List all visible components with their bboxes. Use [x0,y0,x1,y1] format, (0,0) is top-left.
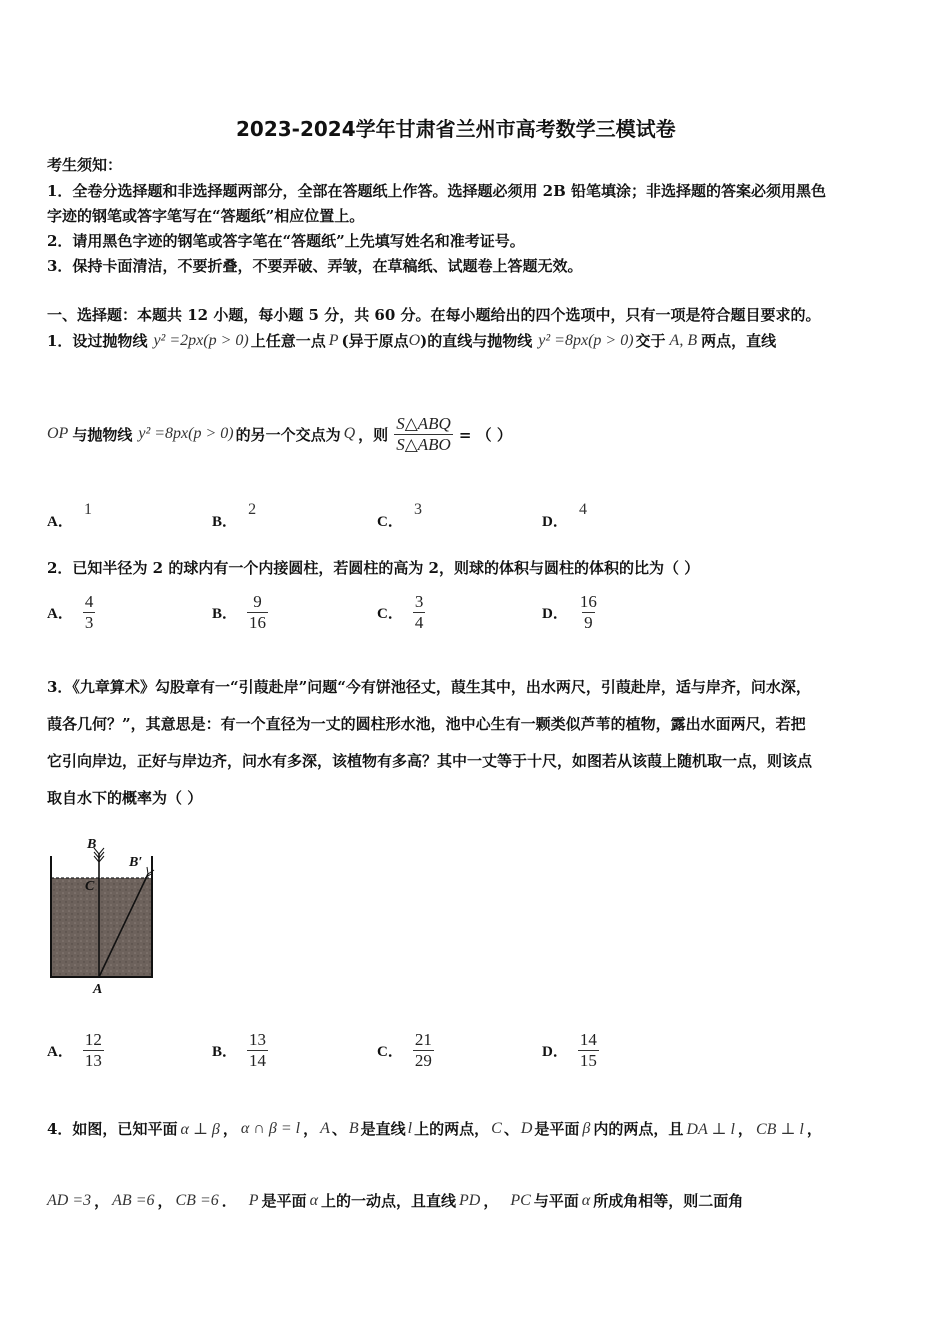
q3-label-a: A [93,982,103,997]
q4-math-17: PC [510,1191,531,1209]
q3-label-c: C [85,879,95,894]
question-3-line-3: 它引向岸边，正好与岸边齐，问水有多深，该植物有多高？其中一丈等于十尺，如图若从该葭上随机取一点，则该点 [47,752,813,770]
question-3-line-2: 葭各几何？”，其意思是：有一个直径为一丈的圆柱形水池，池中心生有一颗类似芦苇的植物，露出水面两尺，若把 [47,715,806,733]
q4-text-9: 所成角相等，则二面角 [593,1192,744,1210]
q1-text-7: 与抛物线 [72,425,133,444]
q1-option-d [542,498,587,530]
q3-option-c-label: C． [377,1043,403,1060]
q4-math-16: PD [458,1191,481,1209]
q1-math-5: A, B [669,331,698,349]
q3-option-b-fraction [247,1030,268,1070]
q4-text-8: 与平面 [533,1192,579,1210]
notice-line-2: 2．请用黑色字迹的钢笔或答字笔在“答题纸”上先填写姓名和准考证号。 [47,232,525,250]
q2-option-a-label: A． [47,605,73,622]
question-3-line-4: 取自水下的概率为（ ） [47,789,203,807]
q1-text-4: )的直线与抛物线 [420,332,533,350]
q2-option-d-num: 16 [579,592,597,611]
q1-text-8: 的另一个交点为 [235,425,341,444]
q1-text-5: 交于 [635,332,666,350]
q1-option-c [377,498,422,530]
notice-line-1a: 1．全卷分选择题和非选择题两部分，全部在答题纸上作答。选择题必须用 2B 铅笔填涂；非选择题的答案必须用黑色 [47,182,827,200]
q1-option-b [212,498,257,530]
q1-math-6: OP [47,425,69,443]
q4-math-13: CB =6 [175,1191,219,1209]
q4-text-1: 4．如图，已知平面 [47,1120,178,1138]
q4-sep-2: ， [303,1120,319,1138]
q3-option-d-label: D． [542,1043,568,1060]
q1-math-7: y² =8px(p > 0) [138,425,234,443]
question-2-text: 2．已知半径为 2 的球内有一个内接圆柱，若圆柱的高为 2，则球的体积与圆柱的体积的比为（ ） [47,559,700,577]
q3-option-c-fraction [413,1030,434,1070]
q3-water-region [51,878,152,976]
q4-sep-4: 、 [503,1120,519,1138]
q1-option-c-value: 3 [413,501,422,518]
q3-option-a-den: 13 [84,1050,102,1070]
q1-math-8: Q [343,425,356,443]
q3-option-d [542,1030,599,1070]
q4-math-10: CB ⊥ l [755,1120,804,1138]
q3-option-a-fraction [83,1030,104,1070]
q4-math-1: α ⊥ β [180,1120,220,1138]
q4-sep-7: ， [94,1192,110,1210]
q1-option-d-label: D． [542,514,568,530]
q1-option-a-label: A． [47,514,73,530]
q3-option-b [212,1030,268,1070]
question-1-line-1 [47,330,776,351]
q1-text-2: 上任意一点 [250,332,326,350]
q3-option-d-num: 14 [579,1030,597,1049]
q4-math-9: DA ⊥ l [686,1120,735,1138]
q4-text-6: 是平面 [261,1192,307,1210]
q1-text-6: 两点，直线 [701,332,777,350]
q1-option-d-value: 4 [578,501,587,518]
q1-option-b-label: B． [212,514,238,530]
q3-option-b-den: 14 [249,1050,267,1070]
q4-sep-3: 、 [331,1120,347,1138]
q4-sep-9: ． [221,1192,237,1210]
q1-text-3: (异于原点 [341,332,409,350]
q2-option-a-fraction [83,592,96,632]
q3-pond-diagram [44,832,164,1002]
q2-option-b-den: 16 [249,612,267,632]
q4-text-4: 是平面 [534,1120,580,1138]
q4-math-15: α [309,1191,318,1209]
q4-math-18: α [581,1191,591,1209]
question-4-line-1 [47,1118,822,1139]
q3-label-b: B [87,837,97,852]
q1-text-1: 1．设过抛物线 [47,332,148,350]
q3-pond-figure [44,832,164,1002]
question-3-line-1: 3．《九章算术》勾股章有一“引葭赴岸”问题“今有饼池径丈，葭生其中，出水两尺，引葭赴岸，适与岸齐，问水深， [47,678,811,696]
q4-text-7: 上的一动点，且直线 [320,1192,456,1210]
q1-option-a [47,498,92,530]
q1-math-2: P [328,331,339,349]
q4-math-5: l [407,1119,413,1137]
q1-option-a-value: 1 [83,501,92,518]
q2-option-b-label: B． [212,605,238,622]
q1-ratio-fraction [394,414,453,454]
q2-option-b-fraction [247,592,268,632]
q4-text-5: 内的两点，且 [593,1120,684,1138]
q4-math-4: B [348,1119,359,1137]
notice-heading: 考生须知： [47,156,123,174]
q3-option-c-den: 29 [414,1050,432,1070]
q3-option-c [377,1030,434,1070]
q4-math-6: C [491,1119,502,1137]
q2-option-d-label: D． [542,605,568,622]
q1-text-9: ，则 [358,425,389,444]
q2-option-d-fraction [578,592,599,632]
q3-option-b-label: B． [212,1043,238,1060]
q4-sep-8: ， [157,1192,173,1210]
question-4-line-2 [47,1190,743,1211]
q3-option-b-num: 13 [249,1030,267,1049]
q2-option-d [542,592,599,632]
q4-math-8: β [582,1119,591,1137]
q2-option-c-fraction [413,592,426,632]
q4-math-2: α ∩ β = l [240,1119,301,1137]
q1-text-10: = （ ） [458,425,512,444]
q1-ratio-denominator: S△ABO [396,434,451,454]
q3-option-a-label: A． [47,1043,73,1060]
q2-option-c [377,592,425,632]
q3-option-c-num: 21 [414,1030,432,1049]
q1-option-c-label: C． [377,514,403,530]
notice-line-1b: 字迹的钢笔或答字笔写在“答题纸”相应位置上。 [47,207,365,225]
q2-option-c-label: C． [377,605,403,622]
q4-text-2: 是直线 [360,1120,406,1138]
q4-sep-6: ， [806,1120,822,1138]
section-heading: 一、选择题：本题共 12 小题，每小题 5 分，共 60 分。在每小题给出的四个选项中，只有一项是符合题目要求的。 [47,306,821,324]
q2-option-b-num: 9 [253,592,262,611]
q1-math-4: y² =8px(p > 0) [538,331,634,349]
q4-sep-1: ， [222,1120,238,1138]
q2-option-b [212,592,268,632]
notice-line-3: 3．保持卡面清洁，不要折叠，不要弄破、弄皱，在草稿纸、试题卷上答题无效。 [47,257,583,275]
q4-text-3: 上的两点， [414,1120,490,1138]
q1-math-3: O [408,331,421,349]
q1-math-1: y² =2px(p > 0) [153,331,249,349]
q1-option-b-value: 2 [248,501,257,518]
q2-option-d-den: 9 [584,612,593,632]
q2-option-a-den: 3 [84,612,94,632]
q4-sep-10: ， [483,1192,499,1210]
q4-math-7: D [520,1119,533,1137]
q4-math-14: P [248,1191,259,1209]
q2-option-a [47,592,95,632]
q3-label-b-prime: B′ [129,855,143,870]
q4-sep-5: ， [737,1120,753,1138]
q4-math-3: A [320,1119,330,1137]
q3-option-a [47,1030,104,1070]
q2-option-c-num: 3 [414,592,424,611]
q2-option-a-num: 4 [84,592,94,611]
q3-option-d-den: 15 [579,1050,597,1070]
page-title: 2023-2024学年甘肃省兰州市高考数学三模试卷 [236,117,676,141]
q2-option-c-den: 4 [414,612,424,632]
q3-option-d-fraction [578,1030,599,1070]
q4-math-12: AB =6 [112,1191,155,1209]
question-1-line-2 [47,414,512,454]
q3-option-a-num: 12 [84,1030,102,1049]
q4-math-11: AD =3 [47,1191,92,1209]
q1-ratio-numerator: S△ABQ [396,414,451,433]
